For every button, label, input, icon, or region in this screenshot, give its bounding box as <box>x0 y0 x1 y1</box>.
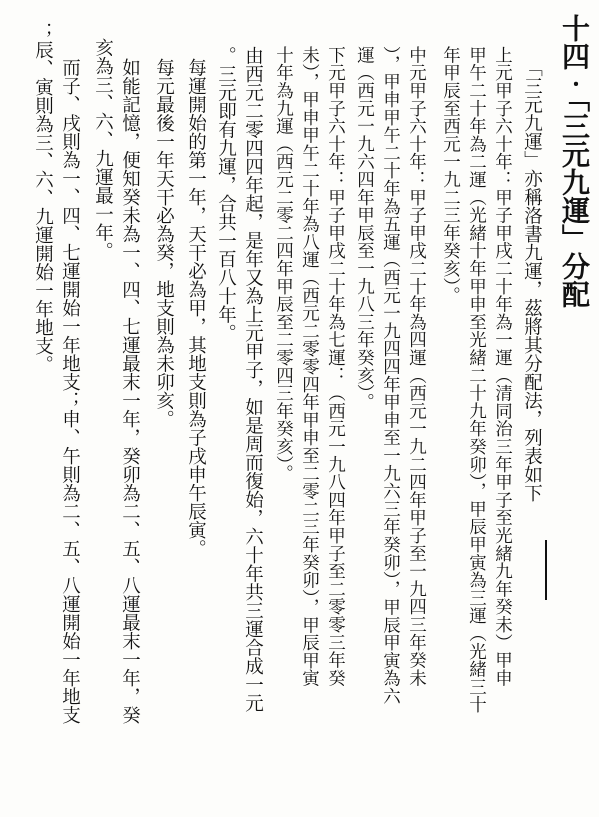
text-line: 年甲辰至西元一九二三年癸亥）。 <box>440 46 461 305</box>
text-line: 下元甲子六十年：甲子甲戌二十年為七運：（西元一九八四年甲子至二零零三年癸 <box>325 46 346 687</box>
text-line: 「三元九運」亦稱洛書九運，茲將其分配法，列表如下 <box>521 58 543 502</box>
text-line: 未），甲申甲午二十年為八運（西元二零零四年甲申至二零二三年癸卯），甲辰甲寅 <box>299 46 320 688</box>
text-line: 每運開始的第一年，天干必為甲，其地支則為子戌申午辰寅。 <box>185 58 207 558</box>
text-line: 如能記憶，便知癸未為一、四、七運最末一年，癸卯為二、五、八運最末一年，癸 <box>119 58 141 724</box>
text-line: 甲午二十年為二運（光緒十年甲申至光緒二十九年癸卯），甲辰甲寅為三運（光緒三十 <box>466 46 487 714</box>
table-pointer-rule <box>545 540 547 600</box>
text-line: 亥為三、六、九運最一年。 <box>92 38 114 260</box>
text-line: 。三元即有九運，合共一百八十年。 <box>215 46 237 342</box>
text-line: 由西元二零四四年起，是年又為上元甲子，如是周而復始，六十年共三運合成一元 <box>242 46 264 712</box>
text-line: 十年為九運（西元二零二四年甲辰至二零四三年癸亥）。 <box>273 46 294 483</box>
section-title: 十四‧「三元九運」分配 <box>558 14 591 308</box>
text-line: 中元甲子六十年：甲子甲戌二十年為四運（西元一九二四年甲子至一九四三年癸未 <box>406 46 427 687</box>
text-line: 上元甲子六十年：甲子甲戌二十年為一運（清同治三年甲子至光緒九年癸未）甲申 <box>492 46 513 687</box>
text-line: 運（西元一九六四年甲辰至一九八三年癸亥）。 <box>354 46 375 412</box>
text-line: 而子、戌則為一、四、七運開始一年地支；申、午則為二、五、八運開始一年地支 <box>59 58 81 724</box>
text-line: 每元最後一年天干必為癸，地支則為未卯亥。 <box>153 58 175 428</box>
text-line: ；辰、寅則為三、六、九運開始一年地支。 <box>32 22 54 374</box>
text-line: ），甲申甲午二十年為五運（西元一九四四年甲申至一九六三年癸卯），甲辰甲寅為六 <box>380 46 401 705</box>
